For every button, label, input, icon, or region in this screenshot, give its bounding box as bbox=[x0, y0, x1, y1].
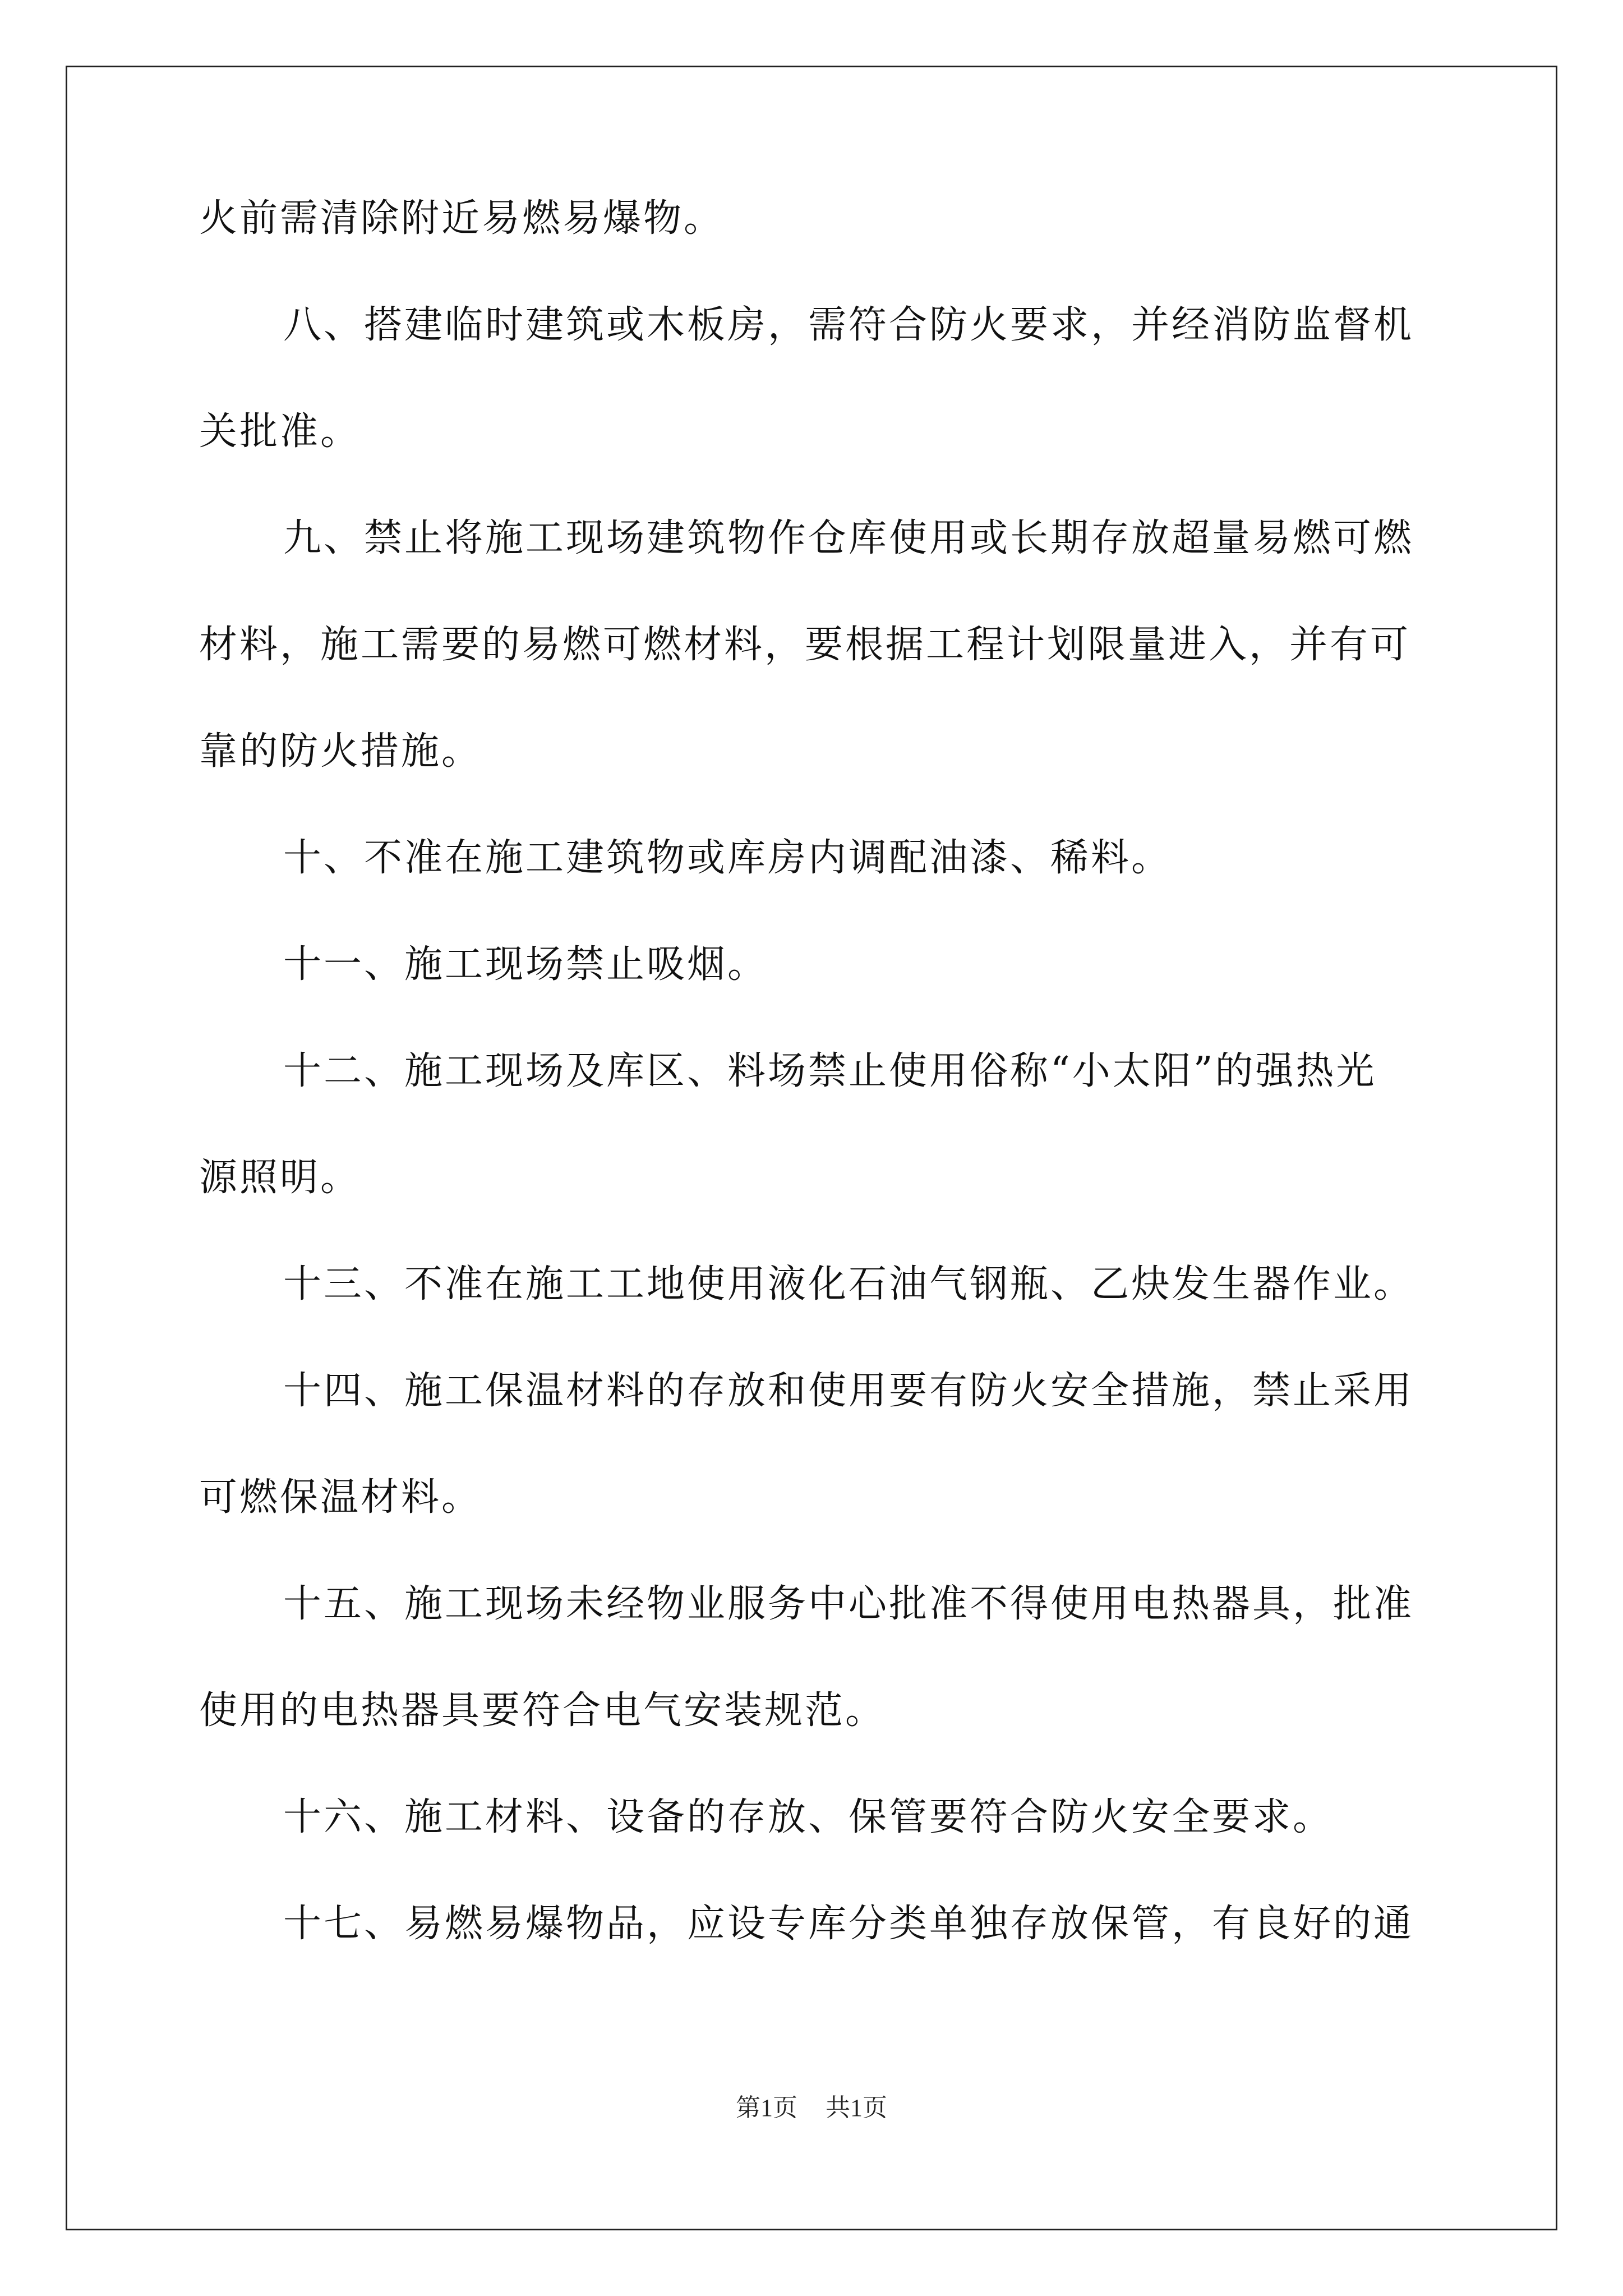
text-line-item-15: 十五、施工现场未经物业服务中心批准不得使用电热器具，批准 bbox=[283, 1582, 1414, 1626]
text-line-item-12: 十二、施工现场及库区、料场禁止使用俗称“小太阳”的强热光 bbox=[283, 1049, 1377, 1093]
text-line-item-14: 十四、施工保温材料的存放和使用要有防火安全措施，禁止采用 bbox=[283, 1369, 1414, 1413]
text-line-item-8: 八、搭建临时建筑或木板房，需符合防火要求，并经消防监督机 bbox=[283, 303, 1414, 347]
text-line: 靠的防火措施。 bbox=[199, 729, 482, 774]
text-line-item-17: 十七、易燃易爆物品，应设专库分类单独存放保管，有良好的通 bbox=[283, 1902, 1414, 1946]
text-line: 使用的电热器具要符合电气安装规范。 bbox=[199, 1688, 886, 1733]
text-line: 材料，施工需要的易燃可燃材料，要根据工程计划限量进入，并有可 bbox=[199, 623, 1411, 667]
page-total: 共1页 bbox=[826, 2094, 887, 2122]
text-line-item-13: 十三、不准在施工工地使用液化石油气钢瓶、乙炔发生器作业。 bbox=[283, 1262, 1414, 1306]
text-line-item-11: 十一、施工现场禁止吸烟。 bbox=[283, 942, 768, 987]
page-footer bbox=[0, 2092, 1623, 2124]
text-line-item-16: 十六、施工材料、设备的存放、保管要符合防火安全要求。 bbox=[283, 1795, 1334, 1839]
text-line: 关批准。 bbox=[199, 409, 361, 454]
page-number: 第1页 bbox=[736, 2094, 797, 2122]
text-line: 源照明。 bbox=[199, 1156, 361, 1200]
text-line-item-9: 九、禁止将施工现场建筑物作仓库使用或长期存放超量易燃可燃 bbox=[283, 516, 1414, 560]
text-line-item-10: 十、不准在施工建筑物或库房内调配油漆、稀料。 bbox=[283, 836, 1172, 880]
text-line: 火前需清除附近易燃易爆物。 bbox=[199, 196, 725, 241]
text-line: 可燃保温材料。 bbox=[199, 1475, 482, 1520]
